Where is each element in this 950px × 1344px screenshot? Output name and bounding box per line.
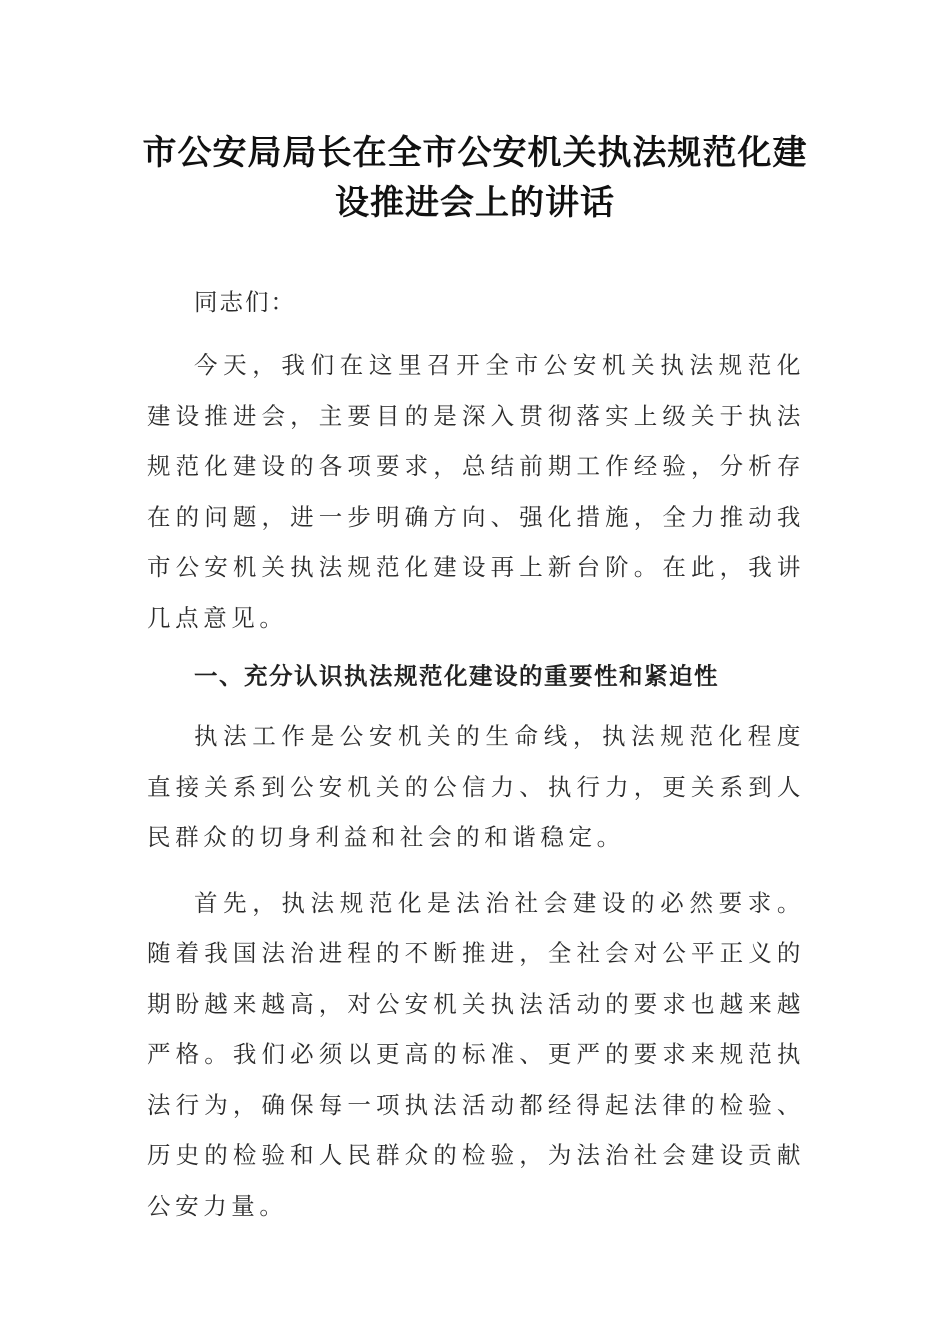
section-heading-1: 一、充分认识执法规范化建设的重要性和紧迫性 [194, 662, 719, 690]
paragraph-intro: 今天，我们在这里召开全市公安机关执法规范化建设推进会，主要目的是深入贯彻落实上级关于执法规范化建设的各项要求，总结前期工作经验，分析存在的问题，进一步明确方向、强化措施，全力推动我市公安机关执法规范化建设再上新台阶。在此，我讲几点意见。 [147, 351, 805, 632]
document-body [147, 285, 805, 1231]
document-title: 市公安局局长在全市公安机关执法规范化建设推进会上的讲话 [142, 133, 808, 223]
paragraph-section1-2: 首先，执法规范化是法治社会建设的必然要求。随着我国法治进程的不断推进，全社会对公平正义的期盼越来越高，对公安机关执法活动的要求也越来越严格。我们必须以更高的标准、更严的要求来规范执法行为，确保每一项执法活动都经得起法律的检验、历史的检验和人民群众的检验，为法治社会建设贡献公安力量。 [147, 888, 805, 1220]
salutation: 同志们： [194, 288, 296, 316]
paragraph-section1-1: 执法工作是公安机关的生命线，执法规范化程度直接关系到公安机关的公信力、执行力，更关系到人民群众的切身利益和社会的和谐稳定。 [147, 722, 805, 851]
